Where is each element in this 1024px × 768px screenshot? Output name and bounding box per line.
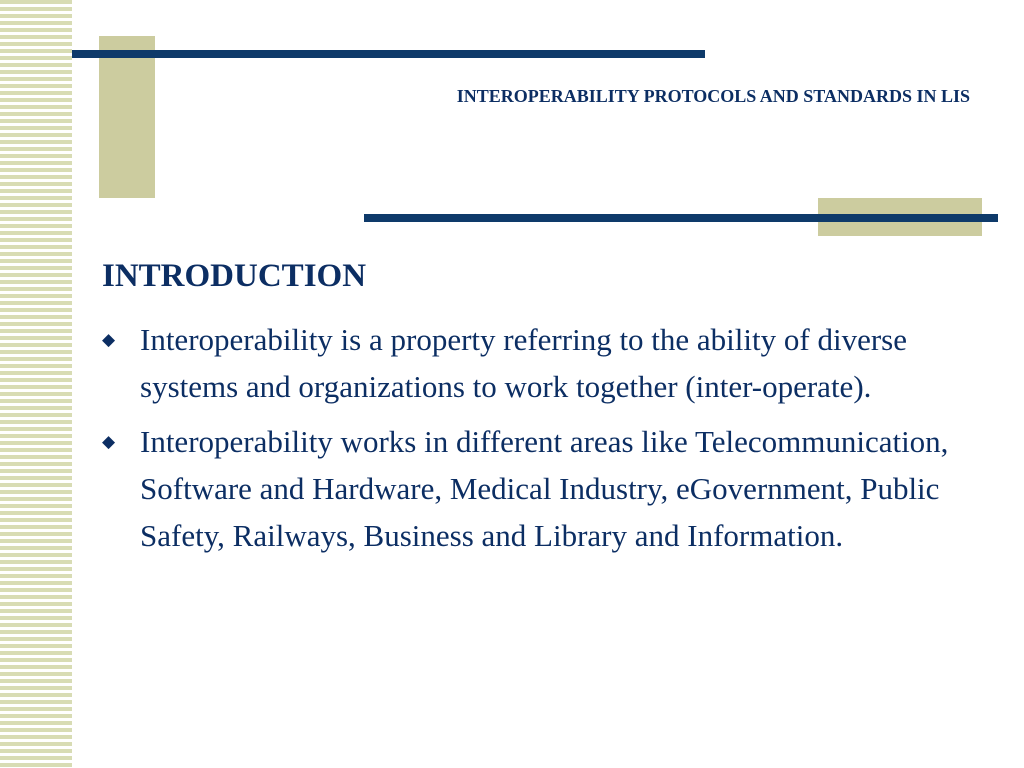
section-heading: INTRODUCTION: [102, 258, 367, 294]
title-rule-top: [72, 50, 705, 58]
bullet-item: [102, 418, 982, 559]
diamond-bullet-icon: ◆: [102, 432, 116, 451]
decorative-block-left: [99, 36, 155, 198]
bullet-list: [102, 316, 982, 567]
bullet-text: Interoperability works in different areas like Telecommunication, Software and Hardware, Medical Industry, eGovernment, Public Safety, Railways, Business and Library and Information.: [140, 424, 949, 553]
diamond-bullet-icon: ◆: [102, 330, 116, 349]
slide-title: INTEROPERABILITY PROTOCOLS AND STANDARDS IN LIS: [456, 86, 970, 106]
bullet-text: Interoperability is a property referring to the ability of diverse systems and organizations to work together (inter-operate).: [140, 322, 907, 404]
title-rule-bottom: [364, 214, 998, 222]
bullet-item: [102, 316, 982, 410]
decorative-stripe-band: [0, 0, 72, 768]
